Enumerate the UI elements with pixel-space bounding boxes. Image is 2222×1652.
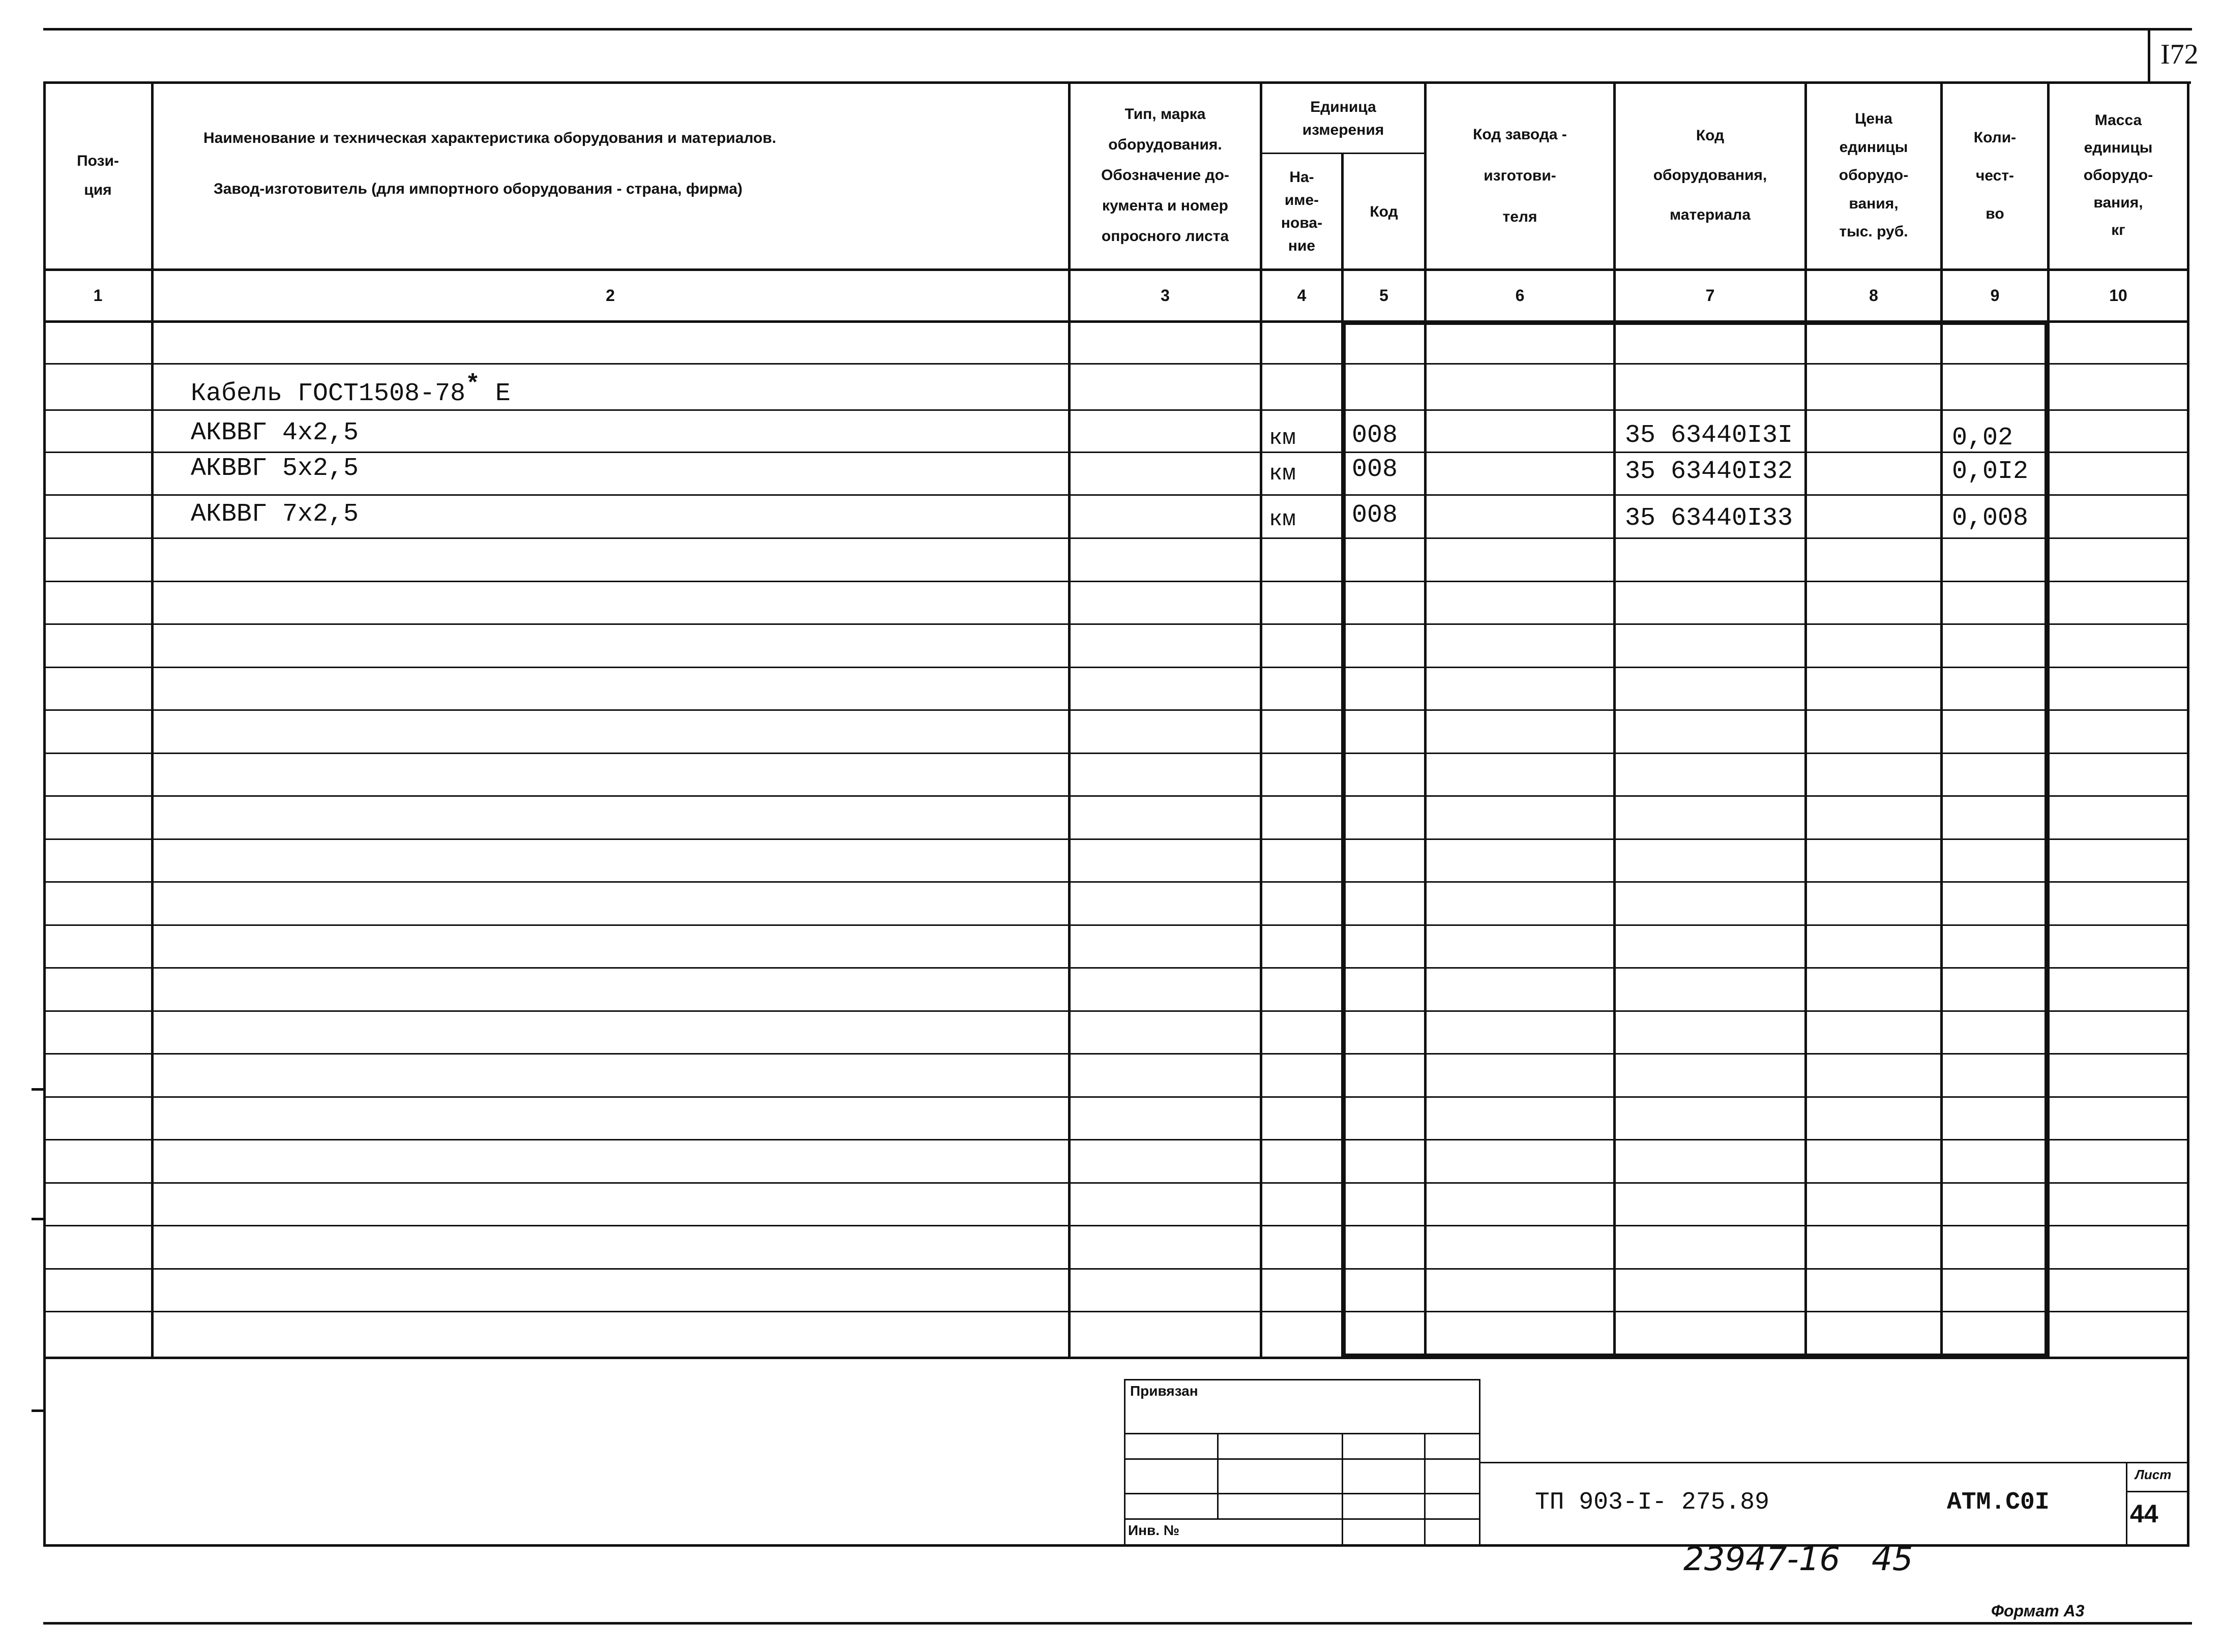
- row-unit-code: 008: [1352, 501, 1398, 530]
- column-number: 8: [1869, 286, 1878, 305]
- header-material-code: Код оборудования, материала: [1653, 127, 1767, 223]
- column-number: 9: [1990, 286, 2000, 305]
- row-unit: км: [1269, 507, 1296, 532]
- row-quantity: 0,02: [1952, 424, 2013, 453]
- archive-page: 45: [1872, 1541, 1913, 1578]
- sheet-number: 44: [2130, 1499, 2158, 1528]
- column-number: 4: [1297, 286, 1307, 305]
- sheet-label: Лист: [2135, 1467, 2172, 1482]
- row-material-code: 35 63440I32: [1625, 457, 1793, 486]
- row-quantity: 0,0I2: [1952, 457, 2029, 486]
- column-number: 1: [93, 286, 103, 305]
- row-unit-code: 008: [1352, 421, 1398, 450]
- row-quantity: 0,008: [1952, 504, 2029, 533]
- attached-label: Привязан: [1130, 1383, 1198, 1399]
- column-number: 2: [606, 286, 615, 305]
- header-quantity: Коли- чест- во: [1973, 129, 2017, 222]
- column-number: 7: [1705, 286, 1715, 305]
- column-number: 3: [1161, 286, 1170, 305]
- project-code: ТП 903-I- 275.89: [1535, 1489, 1769, 1516]
- header-unit-name: На- име- нова- ние: [1281, 169, 1323, 254]
- drawing-code: АТМ.С0I: [1947, 1489, 2050, 1516]
- header-unit-group: Единица измерения: [1302, 98, 1384, 138]
- header-name-line2: Завод-изготовитель (для импортного оборудования - страна, фирма): [214, 181, 743, 197]
- row-name-suffix: Е: [495, 379, 511, 408]
- inventory-label: Инв. №: [1128, 1522, 1180, 1538]
- column-number: 10: [2109, 286, 2127, 305]
- row-name: АКВВГ 5х2,5: [191, 454, 359, 483]
- header-type: Тип, марка оборудования. Обозначение до- кумента и номер опросного листа: [1101, 106, 1229, 245]
- column-number: 6: [1515, 286, 1525, 305]
- header-price: Цена единицы оборудо- вания, тыс. руб.: [1839, 110, 1909, 241]
- format-label: Формат А3: [1991, 1602, 2085, 1620]
- row-unit-code: 008: [1352, 455, 1398, 484]
- header-unit-code: Код: [1370, 203, 1398, 220]
- header-mass: Масса единицы оборудо- вания, кг: [2083, 112, 2153, 238]
- row-material-code: 35 63440I33: [1625, 504, 1793, 533]
- row-name: АКВВГ 7х2,5: [191, 500, 359, 529]
- sheet-corner-number: I72: [2160, 39, 2199, 70]
- row-name-text: Кабель ГОСТ1508-78: [191, 379, 466, 408]
- row-material-code: 35 63440I3I: [1625, 421, 1793, 450]
- header-factory-code: Код завода - изготови- теля: [1473, 126, 1567, 225]
- row-unit: км: [1269, 426, 1296, 451]
- row-name: [191, 370, 511, 409]
- header-name-line1: Наименование и техническая характеристика оборудования и материалов.: [203, 130, 777, 146]
- row-unit: км: [1269, 461, 1296, 487]
- header-position: Пози- ция: [77, 153, 119, 198]
- row-name: АКВВГ 4х2,5: [191, 418, 359, 447]
- column-number: 5: [1379, 286, 1388, 305]
- header-name: [153, 84, 1065, 267]
- archive-number: 23947-16: [1683, 1541, 1841, 1578]
- row-name-mark: *: [465, 371, 480, 399]
